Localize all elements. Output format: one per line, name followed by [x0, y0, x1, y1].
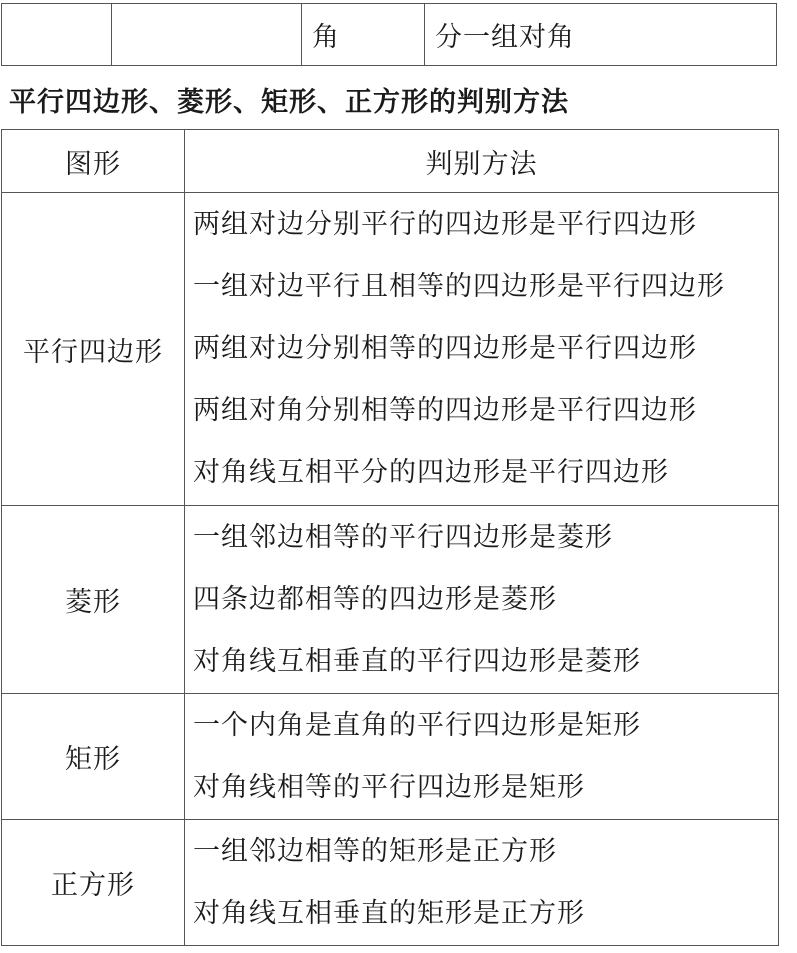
shape-name: 菱形 [2, 506, 185, 694]
method-text: 两组对角分别相等的四边形是平行四边形 [193, 395, 697, 426]
shape-name: 平行四边形 [2, 193, 185, 506]
previous-table-fragment [1, 3, 777, 66]
method-text: 一个内角是直角的平行四边形是矩形 [193, 709, 641, 741]
table-row [2, 820, 779, 946]
cell-text: 分一组对角 [435, 22, 575, 53]
shape-name: 正方形 [2, 820, 185, 946]
table-cell [302, 4, 425, 66]
section-title: 平行四边形、菱形、矩形、正方形的判别方法 [9, 87, 569, 118]
header-shape: 图形 [2, 130, 185, 193]
method-text: 四条边都相等的四边形是菱形 [193, 583, 557, 615]
method-text: 一组邻边相等的平行四边形是菱形 [193, 521, 613, 553]
table-row [2, 4, 777, 66]
method-text: 对角线相等的平行四边形是矩形 [193, 771, 585, 803]
method-text: 一组对边平行且相等的四边形是平行四边形 [193, 271, 725, 302]
shape-name: 矩形 [2, 694, 185, 820]
methods-cell [185, 506, 779, 694]
method-text: 两组对边分别平行的四边形是平行四边形 [193, 209, 697, 240]
methods-cell [185, 193, 779, 506]
table-row [2, 506, 779, 694]
method-text: 对角线互相垂直的矩形是正方形 [193, 897, 585, 929]
table-row [2, 694, 779, 820]
criteria-table [1, 129, 779, 946]
method-text: 对角线互相垂直的平行四边形是菱形 [193, 645, 641, 677]
methods-cell [185, 694, 779, 820]
table-cell [2, 4, 112, 66]
methods-cell [185, 820, 779, 946]
table-header-row [2, 130, 779, 193]
table-row [2, 193, 779, 506]
table-cell [425, 4, 777, 66]
method-text: 一组邻边相等的矩形是正方形 [193, 835, 557, 867]
header-methods: 判别方法 [185, 130, 779, 193]
method-text: 两组对边分别相等的四边形是平行四边形 [193, 333, 697, 364]
table-cell [112, 4, 302, 66]
cell-text: 角 [312, 22, 340, 53]
method-text: 对角线互相平分的四边形是平行四边形 [193, 457, 669, 488]
